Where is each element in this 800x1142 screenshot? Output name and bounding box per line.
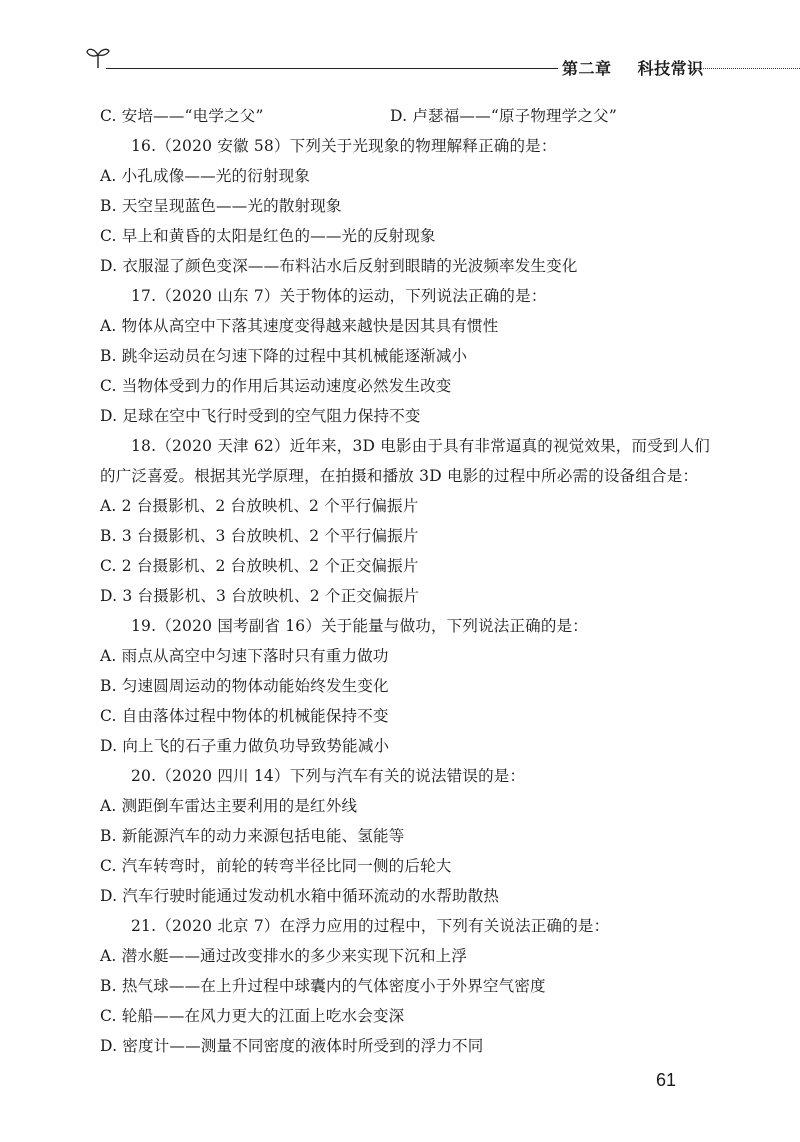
question-list bbox=[100, 101, 710, 1061]
option-text: A. 2 台摄影机、2 台放映机、2 个平行偏振片 bbox=[100, 497, 419, 515]
page-number: 61 bbox=[656, 1070, 677, 1090]
question-stem: 21.（2020 北京 7）在浮力应用的过程中，下列有关说法正确的是： bbox=[131, 917, 610, 935]
option-text: A. 雨点从高空中匀速下落时只有重力做功 bbox=[100, 647, 389, 665]
option-text: A. 潜水艇——通过改变排水的多少来实现下沉和上浮 bbox=[100, 947, 468, 965]
option-text: A. 测距倒车雷达主要利用的是红外线 bbox=[100, 797, 358, 815]
option-text: B. 新能源汽车的动力来源包括电能、氢能等 bbox=[100, 827, 405, 845]
option-text: D. 向上飞的石子重力做负功导致势能减小 bbox=[100, 737, 390, 755]
option-text: C. 轮船——在风力更大的江面上吃水会变深 bbox=[100, 1007, 405, 1025]
question-stem: 20.（2020 四川 14）下列与汽车有关的说法错误的是： bbox=[131, 767, 526, 785]
option-text: D. 足球在空中飞行时受到的空气阻力保持不变 bbox=[100, 407, 421, 425]
header-dotted-rule bbox=[688, 68, 800, 69]
option-text: D. 3 台摄影机、3 台放映机、2 个正交偏振片 bbox=[100, 587, 420, 605]
page-header bbox=[84, 40, 710, 80]
option-text: D. 衣服湿了颜色变深——布料沾水后反射到眼睛的光波频率发生变化 bbox=[100, 257, 578, 275]
option-text: A. 物体从高空中下落其速度变得越来越快是因其具有惯性 bbox=[100, 317, 499, 335]
chapter-name: 科技常识 bbox=[637, 59, 704, 78]
sprout-icon bbox=[84, 42, 112, 70]
option-text: B. 热气球——在上升过程中球囊内的气体密度小于外界空气密度 bbox=[100, 977, 546, 995]
option-row bbox=[100, 101, 710, 131]
option-text: C. 自由落体过程中物体的机械能保持不变 bbox=[100, 707, 389, 725]
option-text: C. 当物体受到力的作用后其运动速度必然发生改变 bbox=[100, 377, 452, 395]
option-text: A. 小孔成像——光的衍射现象 bbox=[100, 167, 311, 185]
question-stem-continued: 的广泛喜爱。根据其光学原理，在拍摄和播放 3D 电影的过程中所必需的设备组合是： bbox=[100, 467, 699, 485]
option-text: B. 天空呈现蓝色——光的散射现象 bbox=[100, 197, 342, 215]
question-stem: 18.（2020 天津 62）近年来，3D 电影由于具有非常逼真的视觉效果，而受到人们 bbox=[131, 437, 710, 455]
option-text: C. 安培——“电学之父” bbox=[100, 107, 264, 125]
question-stem: 17.（2020 山东 7）关于物体的运动，下列说法正确的是： bbox=[131, 287, 547, 305]
question-stem: 16.（2020 安徽 58）下列关于光现象的物理解释正确的是： bbox=[131, 137, 557, 155]
header-rule bbox=[106, 68, 558, 69]
chapter-title bbox=[562, 56, 704, 79]
option-text: D. 密度计——测量不同密度的液体时所受到的浮力不同 bbox=[100, 1037, 484, 1055]
option-text: C. 早上和黄昏的太阳是红色的——光的反射现象 bbox=[100, 227, 436, 245]
option-text: B. 跳伞运动员在匀速下降的过程中其机械能逐渐减小 bbox=[100, 347, 468, 365]
option-text: D. 汽车行驶时能通过发动机水箱中循环流动的水帮助散热 bbox=[100, 887, 500, 905]
option-text: B. 3 台摄影机、3 台放映机、2 个平行偏振片 bbox=[100, 527, 419, 545]
option-text: D. 卢瑟福——“原子物理学之父” bbox=[390, 107, 617, 125]
chapter-number: 第二章 bbox=[562, 59, 612, 78]
option-text: B. 匀速圆周运动的物体动能始终发生变化 bbox=[100, 677, 389, 695]
question-stem: 19.（2020 国考副省 16）关于能量与做功，下列说法正确的是： bbox=[131, 617, 588, 635]
option-text: C. 2 台摄影机、2 台放映机、2 个正交偏振片 bbox=[100, 557, 419, 575]
option-text: C. 汽车转弯时，前轮的转弯半径比同一侧的后轮大 bbox=[100, 857, 452, 875]
